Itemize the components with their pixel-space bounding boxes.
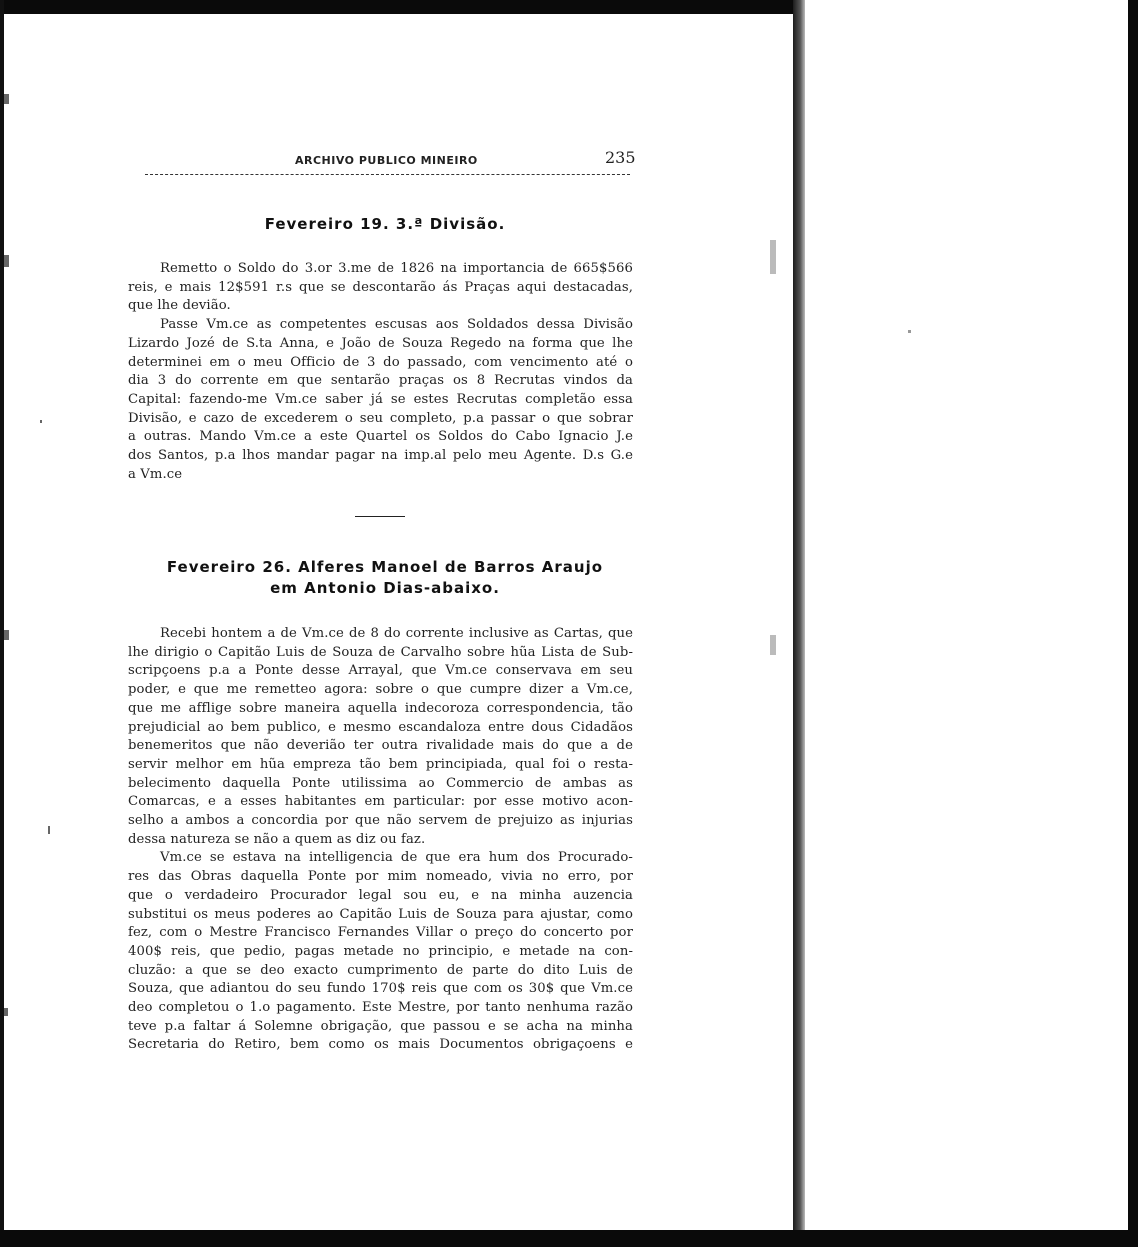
- margin-speck: [908, 330, 911, 333]
- text-line: Vm.ce se estava na intelligencia de que era hum dos Procurado-: [160, 850, 633, 866]
- text-line: a outras. Mando Vm.ce a este Quartel os Soldos do Cabo Ignacio J.e: [128, 429, 633, 445]
- text-line: a Vm.ce: [128, 466, 183, 482]
- entry-body: [128, 260, 633, 484]
- text-line: scripçoens p.a a Ponte desse Arrayal, que Vm.ce conservava em seu: [128, 663, 633, 679]
- margin-speck: [48, 826, 50, 834]
- text-line: Recebi hontem a de Vm.ce de 8 do corrente inclusive as Cartas, que: [160, 626, 633, 641]
- text-line: Remetto o Soldo do 3.or 3.me de 1826 na importancia de 665$566: [160, 261, 633, 276]
- margin-speck: [4, 630, 9, 640]
- text-line: belecimento daquella Ponte utilissima ao Commercio de ambas as: [128, 775, 633, 791]
- entry-body: [128, 625, 633, 1055]
- text-line: deo completou o 1.o pagamento. Este Mestre, por tanto nenhuma razão: [128, 1000, 633, 1016]
- entry-heading: [140, 557, 630, 599]
- text-line: teve p.a faltar á Solemne obrigação, que passou e se acha na minha: [128, 1018, 633, 1034]
- entry-heading: Fevereiro 19. 3.ª Divisão.: [264, 215, 506, 233]
- margin-speck: [40, 420, 42, 423]
- section-divider: [355, 516, 405, 517]
- text-line: prejudicial ao bem publico, e mesmo escandaloza entre dous Cidadãos: [128, 719, 633, 735]
- scan-right-border: [1128, 0, 1138, 1247]
- running-head-title: ARCHIVO PUBLICO MINEIRO: [295, 154, 478, 167]
- text-line: Capital: fazendo-me Vm.ce saber já se estes Recrutas completão essa: [128, 391, 633, 407]
- facing-page-margin: [793, 0, 1138, 1247]
- text-line: lhe dirigio o Capitão Luis de Souza de Carvalho sobre hũa Lista de Sub-: [128, 644, 633, 660]
- header-rule: [145, 174, 630, 175]
- text-line: Lizardo Jozé de S.ta Anna, e João de Souza Regedo na forma que lhe: [128, 335, 633, 351]
- text-line: que lhe devião.: [128, 298, 231, 314]
- margin-speck: [770, 635, 776, 655]
- text-line: Comarcas, e a esses habitantes em particular: por esse motivo acon-: [128, 794, 633, 810]
- margin-speck: [4, 94, 9, 104]
- text-line: dia 3 do corrente em que sentarão praças os 8 Recrutas vindos da: [128, 373, 633, 389]
- margin-speck: [4, 255, 9, 267]
- text-line: que me afflige sobre maneira aquella indecoroza correspondencia, tão: [128, 700, 633, 716]
- text-line: benemeritos que não deverião ter outra rivalidade mais do que a de: [128, 738, 633, 754]
- text-line: selho a ambos a concordia por que não servem de prejuizo as injurias: [128, 813, 633, 829]
- text-line: Divisão, e cazo de excederem o seu completo, p.a passar o que sobrar: [128, 410, 633, 426]
- text-line: que o verdadeiro Procurador legal sou eu, e na minha auzencia: [128, 887, 633, 903]
- running-head: [145, 148, 636, 178]
- text-line: dos Santos, p.a lhos mandar pagar na imp.al pelo meu Agente. D.s G.e: [128, 448, 633, 464]
- text-line: Secretaria do Retiro, bem como os mais Documentos obrigaçoens e: [128, 1037, 633, 1053]
- text-line: reis, e mais 12$591 r.s que se descontarão ás Praças aqui destacadas,: [128, 279, 633, 295]
- text-line: substitui os meus poderes ao Capitão Luis de Souza para ajustar, como: [128, 906, 633, 922]
- scan-bottom-border: [0, 1230, 1138, 1247]
- text-line: 400$ reis, que pedio, pagas metade no principio, e metade na con-: [128, 943, 633, 959]
- margin-speck: [770, 240, 776, 274]
- text-line: Passe Vm.ce as competentes escusas aos Soldados dessa Divisão: [160, 317, 633, 333]
- text-line: res das Obras daquella Ponte por mim nomeado, vivia no erro, por: [128, 869, 633, 885]
- page-number: 235: [605, 148, 636, 167]
- book-spine-shadow: [793, 0, 805, 1247]
- scan-left-border: [0, 0, 4, 1247]
- text-line: servir melhor em hũa empreza tão bem principiada, qual foi o resta-: [128, 756, 633, 772]
- entry-heading-line: Fevereiro 26. Alferes Manoel de Barros Araujo: [166, 558, 604, 576]
- text-line: poder, e que me remetteo agora: sobre o que cumpre dizer a Vm.ce,: [128, 682, 633, 698]
- text-line: determinei em o meu Officio de 3 do passado, com vencimento até o: [128, 354, 633, 370]
- text-line: Souza, que adiantou do seu fundo 170$ reis que com os 30$ que Vm.ce: [128, 981, 633, 997]
- text-line: dessa natureza se não a quem as diz ou faz.: [128, 831, 426, 847]
- text-line: fez, com o Mestre Francisco Fernandes Villar o preço do concerto por: [128, 925, 633, 941]
- entry-heading-line: em Antonio Dias-abaixo.: [270, 579, 500, 597]
- margin-speck: [4, 1008, 8, 1016]
- text-line: cluzão: a que se deo exacto cumprimento de parte do dito Luis de: [128, 962, 633, 978]
